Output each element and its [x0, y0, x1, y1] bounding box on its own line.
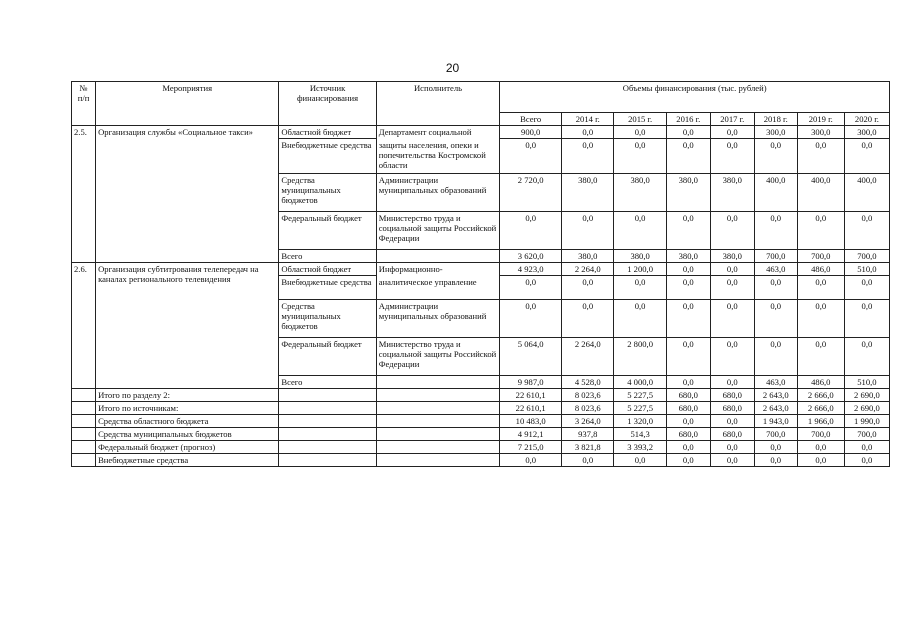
total-row: [72, 402, 890, 415]
amount-cell: 3 620,0: [500, 250, 562, 263]
amount-cell: 300,0: [754, 126, 797, 139]
total-amount-cell: 0,0: [710, 441, 754, 454]
amount-cell: 0,0: [797, 300, 844, 338]
total-executor-cell: [376, 389, 500, 402]
amount-cell: 0,0: [754, 276, 797, 300]
total-amount-cell: 22 610,1: [500, 389, 562, 402]
funding-source: Всего: [279, 376, 376, 389]
amount-cell: 0,0: [710, 139, 754, 174]
total-amount-cell: 4 912,1: [500, 428, 562, 441]
amount-cell: 0,0: [666, 338, 710, 376]
executor: Администрации муниципальных образований: [376, 300, 500, 338]
header-year: 2014 г.: [562, 113, 614, 126]
header-year: 2020 г.: [844, 113, 889, 126]
total-amount-cell: 0,0: [754, 454, 797, 467]
total-amount-cell: 680,0: [710, 428, 754, 441]
total-amount-cell: 10 483,0: [500, 415, 562, 428]
amount-cell: 0,0: [797, 212, 844, 250]
total-amount-cell: 700,0: [754, 428, 797, 441]
total-label: Средства муниципальных бюджетов: [96, 428, 279, 441]
total-amount-cell: 0,0: [666, 454, 710, 467]
total-executor-cell: [376, 454, 500, 467]
total-source-cell: [279, 428, 376, 441]
header-year: 2019 г.: [797, 113, 844, 126]
amount-cell: 510,0: [844, 376, 889, 389]
amount-cell: 0,0: [844, 300, 889, 338]
total-number-cell: [72, 428, 96, 441]
funding-source: Внебюджетные средства: [279, 139, 376, 174]
amount-cell: 0,0: [666, 276, 710, 300]
total-amount-cell: 7 215,0: [500, 441, 562, 454]
amount-cell: 0,0: [614, 139, 666, 174]
funding-source: Федеральный бюджет: [279, 338, 376, 376]
executor: Министерство труда и социальной защиты Российской Федерации: [376, 212, 500, 250]
total-amount-cell: 2 666,0: [797, 402, 844, 415]
amount-cell: 0,0: [754, 212, 797, 250]
funding-source: Средства муниципальных бюджетов: [279, 300, 376, 338]
total-amount-cell: 1 990,0: [844, 415, 889, 428]
total-label: Федеральный бюджет (прогноз): [96, 441, 279, 454]
amount-cell: 463,0: [754, 263, 797, 276]
amount-cell: 0,0: [797, 276, 844, 300]
total-amount-cell: 700,0: [797, 428, 844, 441]
executor: защиты населения, опеки и попечительства Костромской области: [376, 139, 500, 174]
total-amount-cell: 680,0: [666, 402, 710, 415]
total-executor-cell: [376, 441, 500, 454]
amount-cell: 0,0: [754, 300, 797, 338]
total-amount-cell: 1 943,0: [754, 415, 797, 428]
amount-cell: 510,0: [844, 263, 889, 276]
amount-cell: 4 000,0: [614, 376, 666, 389]
amount-cell: 0,0: [797, 338, 844, 376]
amount-cell: 0,0: [710, 263, 754, 276]
total-number-cell: [72, 441, 96, 454]
amount-cell: 0,0: [666, 126, 710, 139]
total-label: Итого по разделу 2:: [96, 389, 279, 402]
amount-cell: 463,0: [754, 376, 797, 389]
amount-cell: 0,0: [754, 338, 797, 376]
total-row: [72, 428, 890, 441]
amount-cell: 9 987,0: [500, 376, 562, 389]
amount-cell: 2 720,0: [500, 174, 562, 212]
amount-cell: 700,0: [844, 250, 889, 263]
total-amount-cell: 0,0: [500, 454, 562, 467]
executor: аналитическое управление: [376, 276, 500, 300]
total-amount-cell: 0,0: [797, 441, 844, 454]
total-amount-cell: 514,3: [614, 428, 666, 441]
total-amount-cell: 680,0: [666, 428, 710, 441]
amount-cell: 900,0: [500, 126, 562, 139]
total-amount-cell: 2 690,0: [844, 402, 889, 415]
amount-cell: 0,0: [500, 300, 562, 338]
amount-cell: 380,0: [710, 250, 754, 263]
total-amount-cell: 3 393,2: [614, 441, 666, 454]
header-year: 2015 г.: [614, 113, 666, 126]
total-amount-cell: 0,0: [666, 415, 710, 428]
total-label: Внебюджетные средства: [96, 454, 279, 467]
total-amount-cell: 0,0: [614, 454, 666, 467]
amount-cell: 0,0: [614, 300, 666, 338]
amount-cell: 0,0: [500, 212, 562, 250]
total-amount-cell: 8 023,6: [562, 402, 614, 415]
amount-cell: 700,0: [797, 250, 844, 263]
total-amount-cell: 1 966,0: [797, 415, 844, 428]
total-executor-cell: [376, 428, 500, 441]
amount-cell: 300,0: [797, 126, 844, 139]
executor: Администрации муниципальных образований: [376, 174, 500, 212]
header-year: Всего: [500, 113, 562, 126]
header-no: № п/п: [72, 82, 96, 126]
total-amount-cell: 2 666,0: [797, 389, 844, 402]
page-number: 20: [445, 61, 460, 75]
table-row: [72, 126, 890, 139]
amount-cell: 0,0: [666, 376, 710, 389]
amount-cell: 400,0: [754, 174, 797, 212]
funding-source: Внебюджетные средства: [279, 276, 376, 300]
total-amount-cell: 0,0: [562, 454, 614, 467]
total-source-cell: [279, 454, 376, 467]
header-year: 2016 г.: [666, 113, 710, 126]
total-amount-cell: 0,0: [844, 441, 889, 454]
amount-cell: 0,0: [710, 276, 754, 300]
total-source-cell: [279, 441, 376, 454]
amount-cell: 486,0: [797, 263, 844, 276]
total-amount-cell: 0,0: [666, 441, 710, 454]
amount-cell: 0,0: [500, 276, 562, 300]
header-year: 2017 г.: [710, 113, 754, 126]
amount-cell: 2 264,0: [562, 263, 614, 276]
executor: Информационно-: [376, 263, 500, 276]
amount-cell: 0,0: [710, 300, 754, 338]
amount-cell: 0,0: [844, 139, 889, 174]
executor: Департамент социальной: [376, 126, 500, 139]
total-amount-cell: 5 227,5: [614, 402, 666, 415]
funding-source: Областной бюджет: [279, 263, 376, 276]
header-event: Мероприятия: [96, 82, 279, 126]
executor: [376, 376, 500, 389]
amount-cell: 1 200,0: [614, 263, 666, 276]
amount-cell: 0,0: [562, 139, 614, 174]
amount-cell: 0,0: [844, 338, 889, 376]
amount-cell: 0,0: [614, 126, 666, 139]
executor: Министерство труда и социальной защиты Российской Федерации: [376, 338, 500, 376]
total-number-cell: [72, 415, 96, 428]
amount-cell: 4 528,0: [562, 376, 614, 389]
funding-source: Средства муниципальных бюджетов: [279, 174, 376, 212]
total-label: Средства областного бюджета: [96, 415, 279, 428]
total-amount-cell: 680,0: [710, 402, 754, 415]
funding-source: Федеральный бюджет: [279, 212, 376, 250]
amount-cell: 0,0: [710, 126, 754, 139]
section-number: 2.6.: [72, 263, 96, 389]
total-amount-cell: 3 264,0: [562, 415, 614, 428]
section-number: 2.5.: [72, 126, 96, 263]
amount-cell: 0,0: [500, 139, 562, 174]
total-amount-cell: 2 643,0: [754, 389, 797, 402]
amount-cell: 0,0: [666, 139, 710, 174]
header-year: 2018 г.: [754, 113, 797, 126]
amount-cell: 380,0: [562, 250, 614, 263]
total-row: [72, 441, 890, 454]
total-amount-cell: 0,0: [710, 454, 754, 467]
amount-cell: 380,0: [562, 174, 614, 212]
total-number-cell: [72, 454, 96, 467]
amount-cell: 300,0: [844, 126, 889, 139]
total-amount-cell: 0,0: [710, 415, 754, 428]
total-amount-cell: 0,0: [797, 454, 844, 467]
section-title: Организация субтитрования телепередач на каналах регионального телевидения: [96, 263, 279, 389]
amount-cell: 380,0: [614, 250, 666, 263]
amount-cell: 380,0: [666, 174, 710, 212]
amount-cell: 0,0: [666, 212, 710, 250]
total-amount-cell: 1 320,0: [614, 415, 666, 428]
amount-cell: 380,0: [614, 174, 666, 212]
amount-cell: 486,0: [797, 376, 844, 389]
total-amount-cell: 937,8: [562, 428, 614, 441]
amount-cell: 0,0: [614, 212, 666, 250]
amount-cell: 0,0: [844, 212, 889, 250]
total-source-cell: [279, 415, 376, 428]
amount-cell: 0,0: [562, 300, 614, 338]
amount-cell: 400,0: [844, 174, 889, 212]
amount-cell: 2 800,0: [614, 338, 666, 376]
total-amount-cell: 3 821,8: [562, 441, 614, 454]
total-amount-cell: 5 227,5: [614, 389, 666, 402]
financing-table: [71, 81, 890, 467]
amount-cell: 0,0: [666, 300, 710, 338]
amount-cell: 400,0: [797, 174, 844, 212]
total-label: Итого по источникам:: [96, 402, 279, 415]
amount-cell: 2 264,0: [562, 338, 614, 376]
amount-cell: 380,0: [710, 174, 754, 212]
header-volumes: Объемы финансирования (тыс. рублей): [500, 82, 890, 113]
total-number-cell: [72, 389, 96, 402]
total-source-cell: [279, 402, 376, 415]
total-row: [72, 415, 890, 428]
amount-cell: 0,0: [562, 126, 614, 139]
amount-cell: 4 923,0: [500, 263, 562, 276]
total-amount-cell: 22 610,1: [500, 402, 562, 415]
amount-cell: 0,0: [710, 338, 754, 376]
total-amount-cell: 700,0: [844, 428, 889, 441]
total-row: [72, 389, 890, 402]
amount-cell: 380,0: [666, 250, 710, 263]
amount-cell: 0,0: [562, 212, 614, 250]
total-amount-cell: 0,0: [754, 441, 797, 454]
amount-cell: 0,0: [710, 212, 754, 250]
header-row: [72, 82, 890, 113]
amount-cell: 0,0: [666, 263, 710, 276]
amount-cell: 0,0: [844, 276, 889, 300]
amount-cell: 0,0: [754, 139, 797, 174]
total-source-cell: [279, 389, 376, 402]
total-executor-cell: [376, 415, 500, 428]
total-amount-cell: 680,0: [710, 389, 754, 402]
section-title: Организация службы «Социальное такси»: [96, 126, 279, 263]
total-amount-cell: 2 690,0: [844, 389, 889, 402]
amount-cell: 0,0: [562, 276, 614, 300]
total-row: [72, 454, 890, 467]
total-amount-cell: 2 643,0: [754, 402, 797, 415]
total-amount-cell: 0,0: [844, 454, 889, 467]
funding-source: Всего: [279, 250, 376, 263]
amount-cell: 0,0: [614, 276, 666, 300]
total-number-cell: [72, 402, 96, 415]
total-amount-cell: 680,0: [666, 389, 710, 402]
header-executor: Исполнитель: [376, 82, 500, 126]
total-amount-cell: 8 023,6: [562, 389, 614, 402]
funding-source: Областной бюджет: [279, 126, 376, 139]
amount-cell: 5 064,0: [500, 338, 562, 376]
amount-cell: 0,0: [710, 376, 754, 389]
executor: [376, 250, 500, 263]
header-source: Источник финансирования: [279, 82, 376, 126]
total-executor-cell: [376, 402, 500, 415]
amount-cell: 700,0: [754, 250, 797, 263]
table-row: [72, 263, 890, 276]
amount-cell: 0,0: [797, 139, 844, 174]
